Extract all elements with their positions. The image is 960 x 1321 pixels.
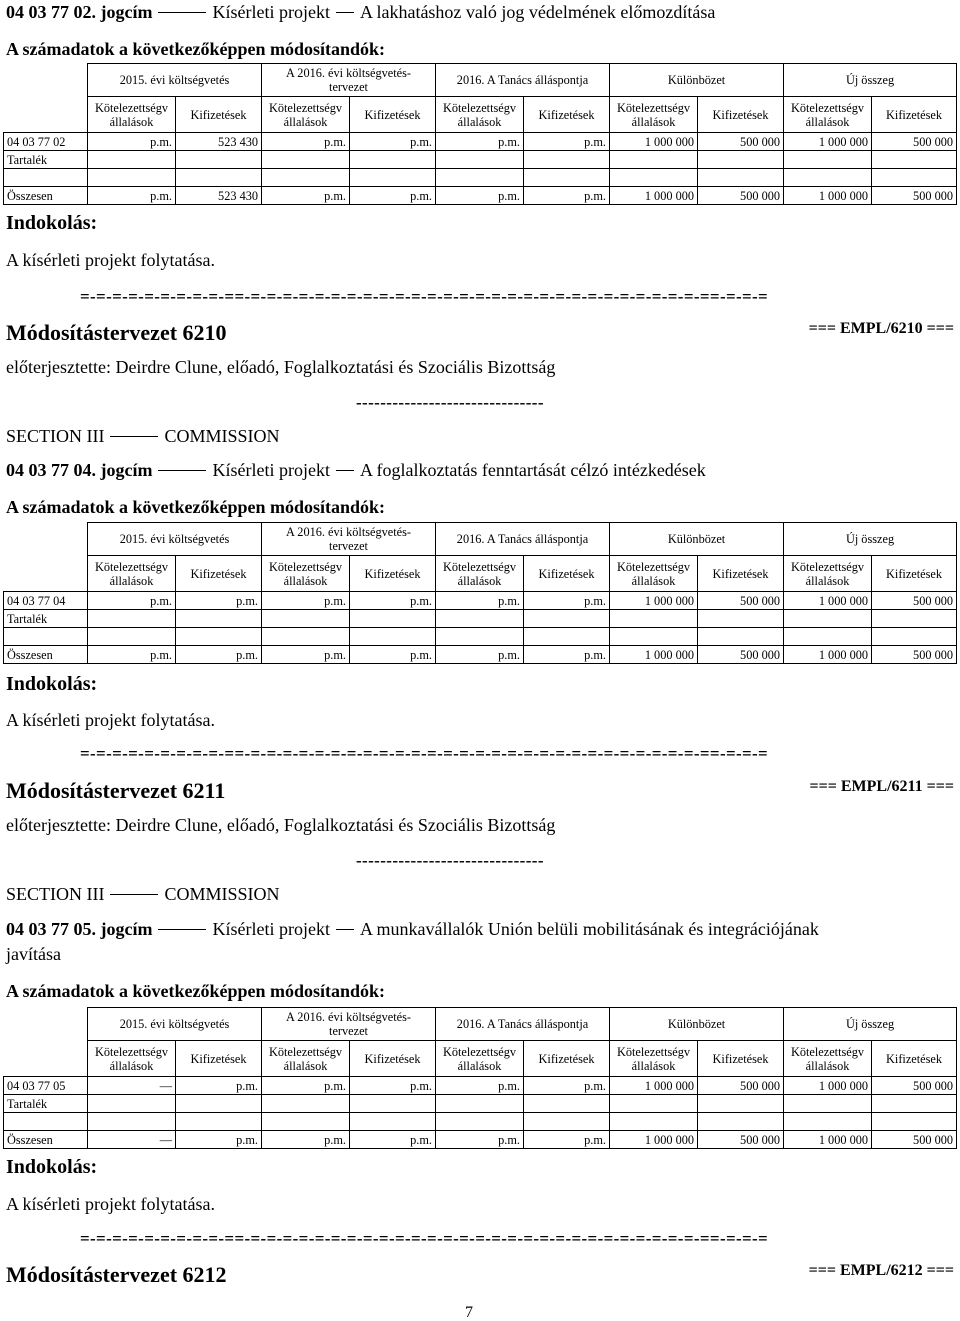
header-commitments: Kötelezettségv állalások <box>610 97 698 133</box>
header-council-2016: 2016. A Tanács álláspontja <box>436 64 610 97</box>
header-council-2016: 2016. A Tanács álláspontja <box>436 523 610 556</box>
budget-line-heading-3-cont: javítása <box>6 944 61 964</box>
header-payments: Kifizetések <box>524 556 610 592</box>
modify-heading-3: A számadatok a következőképpen módosítandók: <box>6 981 386 1001</box>
header-payments: Kifizetések <box>350 1041 436 1077</box>
justification-text-2: A kísérleti projekt folytatása. <box>6 710 215 730</box>
amendment-title-6210: Módosítástervezet 6210 <box>6 320 227 345</box>
header-payments: Kifizetések <box>872 1041 957 1077</box>
section-6210: SECTION III COMMISSION <box>6 426 280 446</box>
modify-heading-2: A számadatok a következőképpen módosítandók: <box>6 497 386 517</box>
amendment-title-6212: Módosítástervezet 6212 <box>6 1262 227 1287</box>
header-commitments: Kötelezettségv állalások <box>436 556 524 592</box>
header-draft-2016: A 2016. évi költségvetés- tervezet <box>262 523 436 556</box>
header-difference: Különbözet <box>610 523 784 556</box>
separator-1: =-=-=-=-=-=-=-=-=-==-=-=-=-=-=-=-=-=-=-=-=-=-=-=-=-=-=-=-=-=-=-=-=-=-=-=-=-=-==-=-=-= <box>80 287 769 306</box>
header-commitments: Kötelezettségv állalások <box>262 1041 350 1077</box>
table-row-reserve: Tartalék <box>4 1095 957 1113</box>
page-number: 7 <box>465 1304 473 1321</box>
header-commitments: Kötelezettségv állalások <box>610 1041 698 1077</box>
header-payments: Kifizetések <box>698 1041 784 1077</box>
justification-heading-3: Indokolás: <box>6 1156 98 1178</box>
table-row-total: Összesen p.m. p.m. p.m. p.m. p.m. p.m. 1 000 000 500 000 1 000 000 500 000 <box>4 646 957 664</box>
header-payments: Kifizetések <box>350 97 436 133</box>
header-difference: Különbözet <box>610 1008 784 1041</box>
header-draft-2016: A 2016. évi költségvetés- tervezet <box>262 64 436 97</box>
justification-text-1: A kísérleti projekt folytatása. <box>6 250 215 270</box>
modify-heading-1: A számadatok a következőképpen módosítandók: <box>6 39 386 59</box>
budget-table-1 <box>3 63 957 205</box>
header-budget-2015: 2015. évi költségvetés <box>88 523 262 556</box>
header-commitments: Kötelezettségv állalások <box>88 1041 176 1077</box>
header-payments: Kifizetések <box>698 97 784 133</box>
budget-table-2 <box>3 522 957 664</box>
budget-table-3 <box>3 1007 957 1149</box>
dash-line-6210: ------------------------------- <box>356 393 544 412</box>
header-draft-2016: A 2016. évi költségvetés- tervezet <box>262 1008 436 1041</box>
amendment-ref-6212: === EMPL/6212 === <box>808 1262 954 1279</box>
table-row: 04 03 77 02 p.m. 523 430 p.m. p.m. p.m. p.m. 1 000 000 500 000 1 000 000 500 000 <box>4 133 957 151</box>
header-new-amount: Új összeg <box>784 1008 957 1041</box>
header-budget-2015: 2015. évi költségvetés <box>88 64 262 97</box>
header-payments: Kifizetések <box>872 97 957 133</box>
budget-line-heading-3: 04 03 77 05. jogcím Kísérleti projekt A munkavállalók Unión belüli mobilitásának és integrációjának <box>6 919 819 939</box>
table-row-reserve: Tartalék <box>4 151 957 169</box>
header-payments: Kifizetések <box>524 1041 610 1077</box>
justification-heading-2: Indokolás: <box>6 673 98 695</box>
table-row-reserve: Tartalék <box>4 610 957 628</box>
budget-line-heading-2: 04 03 77 04. jogcím Kísérleti projekt A foglalkoztatás fenntartását célzó intézkedések <box>6 460 706 480</box>
header-commitments: Kötelezettségv állalások <box>610 556 698 592</box>
separator-2: =-=-=-=-=-=-=-=-=-==-=-=-=-=-=-=-=-=-=-=-=-=-=-=-=-=-=-=-=-=-=-=-=-=-=-=-=-=-==-=-=-= <box>80 744 769 763</box>
header-budget-2015: 2015. évi költségvetés <box>88 1008 262 1041</box>
header-payments: Kifizetések <box>176 1041 262 1077</box>
header-commitments: Kötelezettségv állalások <box>88 97 176 133</box>
amendment-ref-6210: === EMPL/6210 === <box>808 320 954 337</box>
budget-line-heading-1: 04 03 77 02. jogcím Kísérleti projekt A lakhatáshoz való jog védelmének előmozdítása <box>6 2 716 22</box>
table-row: 04 03 77 04 p.m. p.m. p.m. p.m. p.m. p.m. 1 000 000 500 000 1 000 000 500 000 <box>4 592 957 610</box>
header-new-amount: Új összeg <box>784 64 957 97</box>
header-commitments: Kötelezettségv állalások <box>262 97 350 133</box>
dash-line-6211: ------------------------------- <box>356 851 544 870</box>
amendment-title-6211: Módosítástervezet 6211 <box>6 778 226 803</box>
header-payments: Kifizetések <box>524 97 610 133</box>
tabled-by-6210: előterjesztette: Deirdre Clune, előadó, Foglalkoztatási és Szociális Bizottság <box>6 357 556 377</box>
header-payments: Kifizetések <box>176 556 262 592</box>
header-commitments: Kötelezettségv állalások <box>784 1041 872 1077</box>
header-commitments: Kötelezettségv állalások <box>784 556 872 592</box>
header-difference: Különbözet <box>610 64 784 97</box>
table-row-total: Összesen — p.m. p.m. p.m. p.m. p.m. 1 000 000 500 000 1 000 000 500 000 <box>4 1131 957 1149</box>
header-commitments: Kötelezettségv állalások <box>262 556 350 592</box>
header-payments: Kifizetések <box>872 556 957 592</box>
header-commitments: Kötelezettségv állalások <box>436 97 524 133</box>
separator-3: =-=-=-=-=-=-=-=-=-==-=-=-=-=-=-=-=-=-=-=-=-=-=-=-=-=-=-=-=-=-=-=-=-=-=-=-=-=-==-=-=-= <box>80 1229 769 1248</box>
tabled-by-6211: előterjesztette: Deirdre Clune, előadó, Foglalkoztatási és Szociális Bizottság <box>6 815 556 835</box>
header-commitments: Kötelezettségv állalások <box>784 97 872 133</box>
justification-text-3: A kísérleti projekt folytatása. <box>6 1194 215 1214</box>
section-6211: SECTION III COMMISSION <box>6 884 280 904</box>
header-new-amount: Új összeg <box>784 523 957 556</box>
table-row: 04 03 77 05 — p.m. p.m. p.m. p.m. p.m. 1 000 000 500 000 1 000 000 500 000 <box>4 1077 957 1095</box>
header-payments: Kifizetések <box>698 556 784 592</box>
header-council-2016: 2016. A Tanács álláspontja <box>436 1008 610 1041</box>
header-commitments: Kötelezettségv állalások <box>88 556 176 592</box>
header-payments: Kifizetések <box>350 556 436 592</box>
table-row-total: Összesen p.m. 523 430 p.m. p.m. p.m. p.m. 1 000 000 500 000 1 000 000 500 000 <box>4 187 957 205</box>
header-commitments: Kötelezettségv állalások <box>436 1041 524 1077</box>
justification-heading-1: Indokolás: <box>6 212 98 234</box>
header-payments: Kifizetések <box>176 97 262 133</box>
amendment-ref-6211: === EMPL/6211 === <box>809 778 954 795</box>
